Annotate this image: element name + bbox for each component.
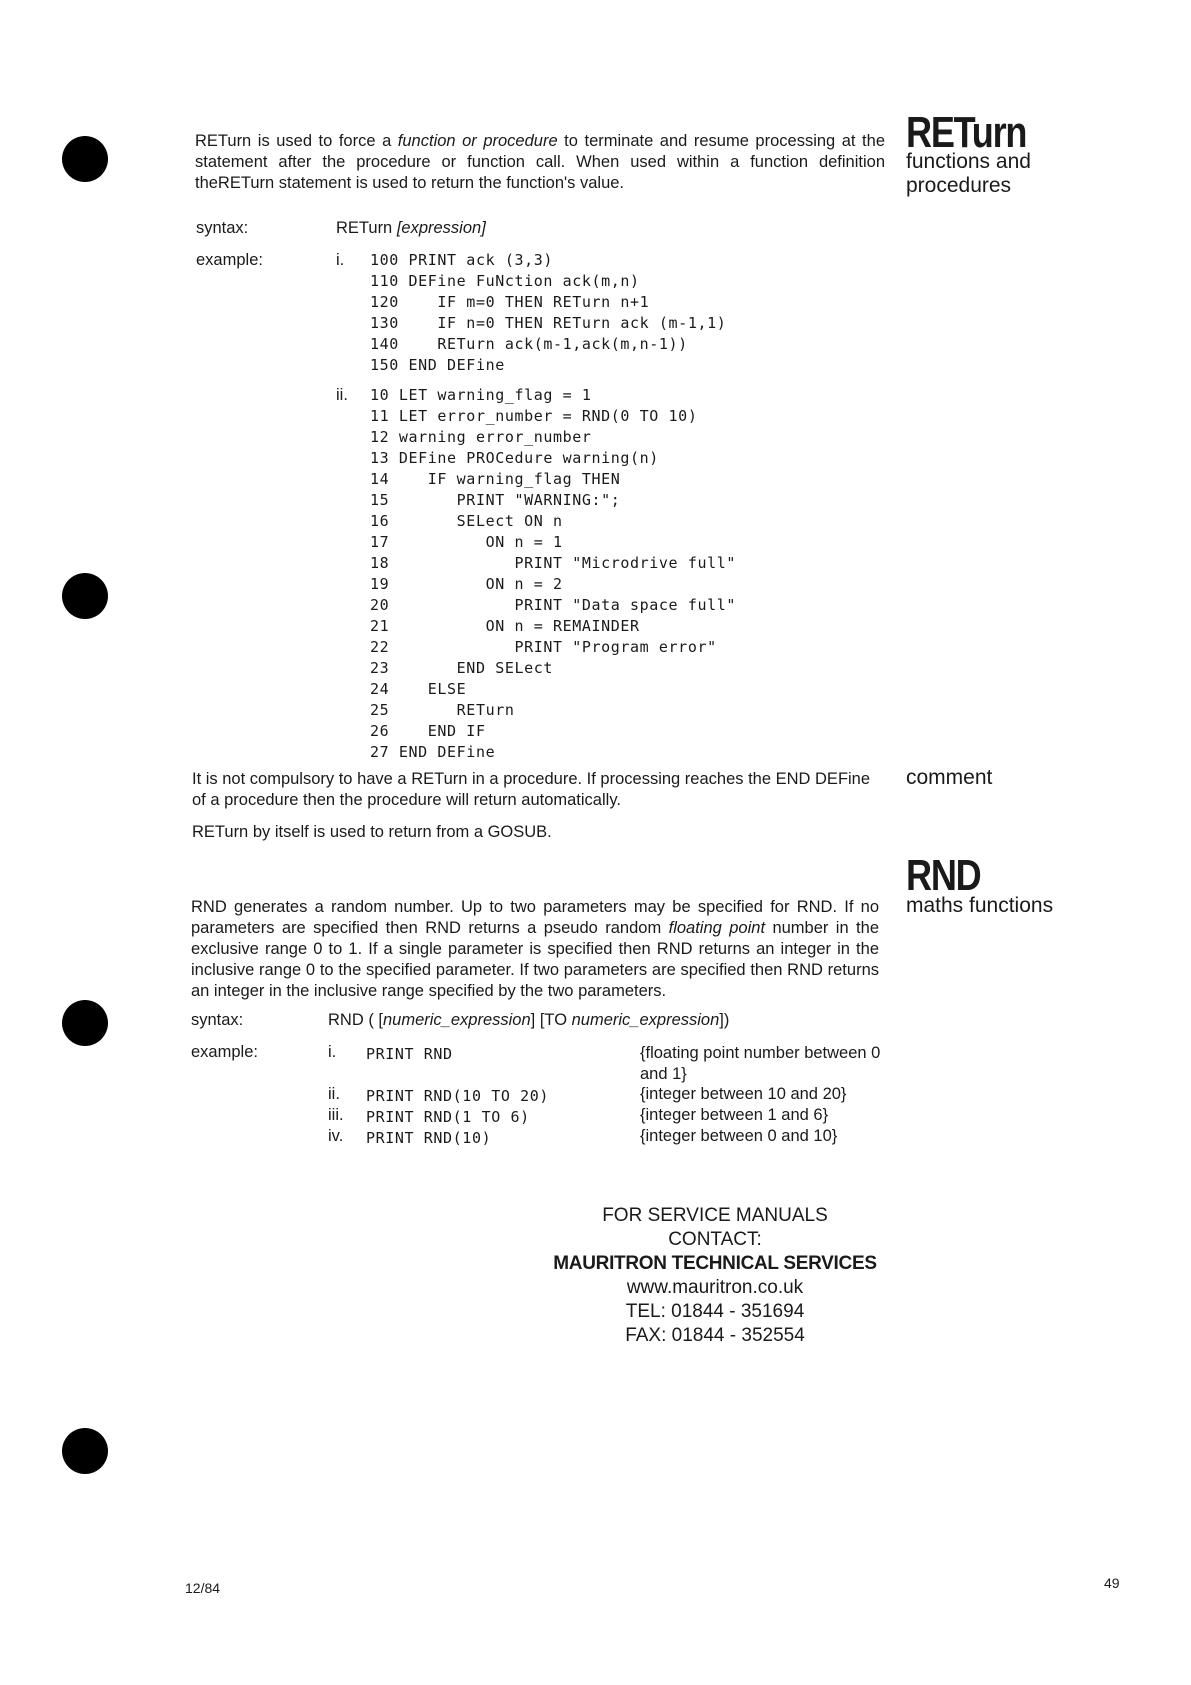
return-intro-italic: function or procedure xyxy=(397,132,558,150)
binder-hole xyxy=(62,1000,108,1046)
code-line: 20 PRINT "Data space full" xyxy=(370,596,736,614)
code-block-ii xyxy=(370,386,736,764)
code-line: 140 RETurn ack(m-1,ack(m,n-1)) xyxy=(370,335,688,353)
example-marker: i. xyxy=(328,1043,337,1061)
service-fax: FAX: 01844 - 352554 xyxy=(625,1325,805,1346)
example-code: PRINT RND(10) xyxy=(366,1129,492,1147)
rnd-category: maths functions xyxy=(906,894,1054,917)
binder-hole xyxy=(62,1428,108,1474)
rnd-syntax-post: ]) xyxy=(719,1011,730,1029)
example-marker: ii. xyxy=(336,386,348,404)
code-line: 27 END DEFine xyxy=(370,743,496,761)
comment-paragraph-2: RETurn by itself is used to return from a GOSUB. xyxy=(192,823,552,841)
return-intro-post: to terminate and resume processing at the statement after the procedure or function call. When used within a function definition theRETurn statement is used to return the function's value. xyxy=(195,132,885,192)
code-line: 22 PRINT "Program error" xyxy=(370,638,717,656)
code-line: 150 END DEFine xyxy=(370,356,505,374)
code-line: 18 PRINT "Microdrive full" xyxy=(370,554,736,572)
code-line: 110 DEFine FuNction ack(m,n) xyxy=(370,272,640,290)
rnd-syntax-arg1: numeric_expression xyxy=(383,1011,531,1029)
code-line: 21 ON n = REMAINDER xyxy=(370,617,640,635)
service-tel: TEL: 01844 - 351694 xyxy=(625,1301,805,1322)
return-syntax-label: syntax: xyxy=(196,219,249,237)
code-line: 19 ON n = 2 xyxy=(370,575,563,593)
code-line: 12 warning error_number xyxy=(370,428,592,446)
rnd-syntax-arg2: numeric_expression xyxy=(571,1011,720,1029)
code-line: 23 END SELect xyxy=(370,659,553,677)
footer-date: 12/84 xyxy=(185,1580,221,1596)
code-line: 10 LET warning_flag = 1 xyxy=(370,386,592,404)
code-line: 24 ELSE xyxy=(370,680,467,698)
code-line: 14 IF warning_flag THEN xyxy=(370,470,621,488)
service-line-2: CONTACT: xyxy=(668,1229,762,1250)
return-syntax-keyword: RETurn xyxy=(336,219,397,237)
binder-hole xyxy=(62,573,108,619)
service-website: www.mauritron.co.uk xyxy=(626,1277,804,1298)
example-note: {integer between 0 and 10} xyxy=(640,1127,838,1145)
code-line: 11 LET error_number = RND(0 TO 10) xyxy=(370,407,698,425)
example-marker: iii. xyxy=(328,1106,344,1124)
rnd-example-label: example: xyxy=(191,1043,258,1061)
example-marker: ii. xyxy=(328,1085,340,1103)
code-line: 15 PRINT "WARNING:"; xyxy=(370,491,621,509)
rnd-syntax-mid: ] [TO xyxy=(530,1011,572,1029)
rnd-intro-pre: RND generates a random number. Up to two parameters may be specified for RND. If no parameters are specified then RND returns a pseudo random xyxy=(191,898,879,937)
example-note: {integer between 10 and 20} xyxy=(640,1085,847,1103)
code-line: 130 IF n=0 THEN RETurn ack (m-1,1) xyxy=(370,314,727,332)
example-marker: iv. xyxy=(328,1127,344,1145)
code-line: 26 END IF xyxy=(370,722,486,740)
return-example-label: example: xyxy=(196,251,263,269)
service-contact xyxy=(540,1204,890,1348)
page-number: 49 xyxy=(1104,1575,1120,1591)
return-title: RETurn xyxy=(906,108,1027,157)
example-code: PRINT RND(1 TO 6) xyxy=(366,1108,530,1126)
rnd-intro xyxy=(191,897,879,1002)
comment-label: comment xyxy=(906,766,993,789)
rnd-title: RND xyxy=(906,851,981,900)
code-line: 13 DEFine PROCedure warning(n) xyxy=(370,449,659,467)
example-note: {floating point number between 0 and 1} xyxy=(640,1044,881,1083)
rnd-intro-italic: floating point xyxy=(668,919,766,937)
rnd-intro-post: number in the exclusive range 0 to 1. If a single parameter is specified then RND returns an integer in the inclusive range 0 to the specified parameter. If two parameters are specified then RND returns an integer in the inclusive range specified by the two parameters. xyxy=(191,919,879,1000)
code-line: 25 RETurn xyxy=(370,701,515,719)
example-code: PRINT RND xyxy=(366,1045,453,1063)
return-intro xyxy=(195,131,885,194)
rnd-syntax-pre: RND ( [ xyxy=(328,1011,383,1029)
binder-hole xyxy=(62,136,108,182)
rnd-syntax xyxy=(328,1011,729,1030)
service-company: MAURITRON TECHNICAL SERVICES xyxy=(553,1253,877,1274)
code-line: 100 PRINT ack (3,3) xyxy=(370,251,553,269)
return-syntax xyxy=(336,219,486,238)
code-line: 16 SELect ON n xyxy=(370,512,563,530)
example-note: {integer between 1 and 6} xyxy=(640,1106,829,1124)
return-intro-pre: RETurn is used to force a xyxy=(195,132,398,150)
return-syntax-arg: [expression] xyxy=(396,219,486,237)
service-line-1: FOR SERVICE MANUALS xyxy=(602,1205,828,1226)
code-line: 17 ON n = 1 xyxy=(370,533,563,551)
code-line: 120 IF m=0 THEN RETurn n+1 xyxy=(370,293,650,311)
code-block-i xyxy=(370,251,726,377)
return-category: functions and procedures xyxy=(906,150,1031,197)
rnd-syntax-label: syntax: xyxy=(191,1011,244,1029)
example-marker: i. xyxy=(336,251,345,269)
example-code: PRINT RND(10 TO 20) xyxy=(366,1087,549,1105)
comment-paragraph-1: It is not compulsory to have a RETurn in a procedure. If processing reaches the END DEFine of a procedure then the procedure will return automatically. xyxy=(192,770,871,809)
